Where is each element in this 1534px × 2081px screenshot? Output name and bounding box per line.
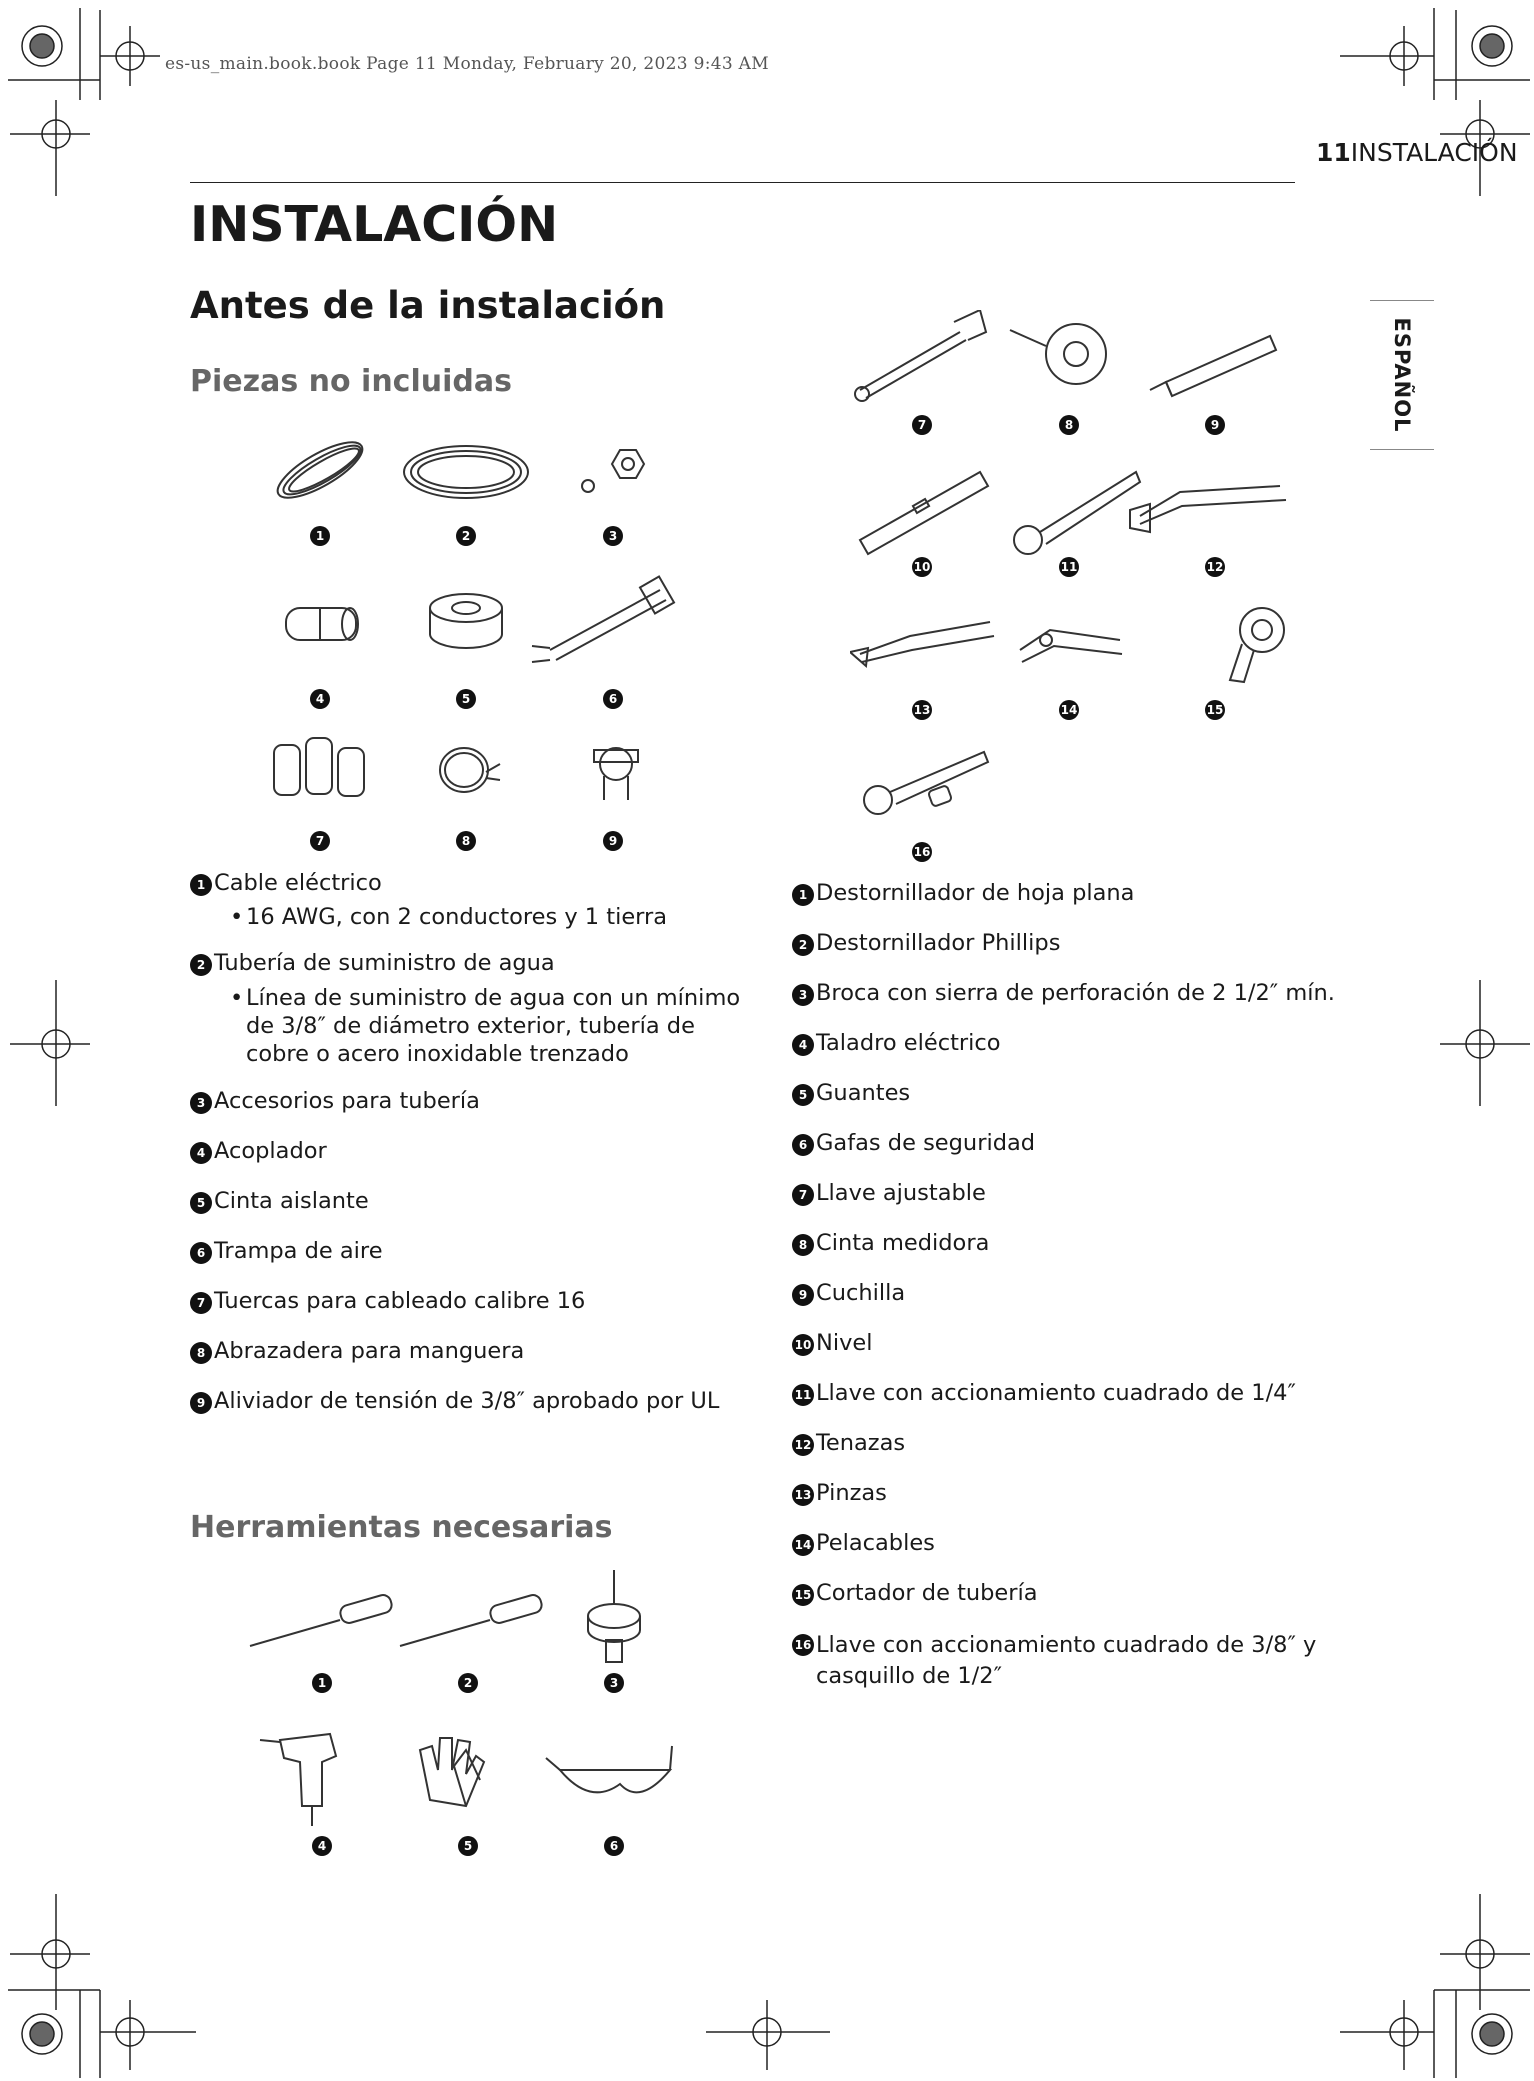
item-number: 2	[792, 934, 814, 956]
item-number: 1	[792, 884, 814, 906]
parts-illustrations	[250, 420, 770, 860]
tools-list	[792, 880, 1352, 1692]
item-number: 9	[792, 1284, 814, 1306]
item-label: Nivel	[816, 1330, 873, 1356]
list-item	[190, 1088, 750, 1114]
item-label: Llave con accionamiento cuadrado de 3/8″ y casquillo de 1/2″	[816, 1632, 1317, 1689]
tools-callout-4: 4	[312, 1836, 332, 1856]
item-number: 7	[190, 1292, 212, 1314]
list-item	[792, 980, 1352, 1006]
tools-callout-12: 12	[1205, 557, 1225, 577]
item-label: Acoplador	[214, 1138, 327, 1164]
list-item	[792, 1330, 1352, 1356]
tools-callout-2: 2	[458, 1673, 478, 1693]
item-number: 15	[792, 1584, 814, 1606]
coupler-icon	[286, 608, 358, 640]
list-item	[792, 1130, 1352, 1156]
item-label: Tubería de suministro de agua	[214, 950, 555, 976]
item-label: Cortador de tubería	[816, 1580, 1038, 1606]
item-label: Llave con accionamiento cuadrado de 1/4″	[816, 1380, 1296, 1406]
parts-list	[190, 870, 750, 1414]
parts-callout-6: 6	[603, 689, 623, 709]
wire-nuts-icon	[274, 738, 364, 796]
utility-knife-icon	[1150, 336, 1276, 396]
parts-callout-4: 4	[310, 689, 330, 709]
hose-clamp-icon	[440, 748, 500, 792]
tools-illustrations-left	[240, 1570, 700, 1860]
list-item	[792, 1230, 1352, 1256]
page-header	[1316, 138, 1518, 167]
tools-callout-7: 7	[912, 415, 932, 435]
header-rule	[190, 182, 1295, 183]
parts-callout-5: 5	[456, 689, 476, 709]
item-label: Destornillador de hoja plana	[816, 880, 1135, 906]
parts-heading: Piezas no incluidas	[190, 364, 512, 399]
list-item	[792, 1380, 1352, 1406]
tools-callout-1: 1	[312, 1673, 332, 1693]
list-item	[792, 1080, 1352, 1106]
tools-callout-11: 11	[1059, 557, 1079, 577]
item-label: Broca con sierra de perforación de 2 1/2″ mín.	[816, 980, 1335, 1006]
list-item	[190, 1238, 750, 1264]
list-item	[190, 950, 750, 1068]
item-number: 3	[792, 984, 814, 1006]
print-info: es-us_main.book.book Page 11 Monday, February 20, 2023 9:43 AM	[165, 54, 769, 74]
parts-callout-3: 3	[603, 526, 623, 546]
item-label: Abrazadera para manguera	[214, 1338, 525, 1364]
tools-heading: Herramientas necesarias	[190, 1510, 613, 1545]
item-label: Aliviador de tensión de 3/8″ aprobado por UL	[214, 1388, 720, 1414]
item-number: 4	[190, 1142, 212, 1164]
wire-stripper-icon	[1020, 630, 1122, 662]
water-supply-tube-icon	[404, 446, 528, 498]
item-label: Pelacables	[816, 1530, 935, 1556]
parts-callout-7: 7	[310, 831, 330, 851]
language-label: ESPAÑOL	[1390, 317, 1414, 433]
level-icon	[860, 472, 988, 554]
item-number: 4	[792, 1034, 814, 1056]
list-item	[190, 1338, 750, 1364]
hole-saw-icon	[588, 1570, 640, 1662]
item-detail: • 16 AWG, con 2 conductores y 1 tierra	[214, 904, 750, 930]
tools-callout-3: 3	[604, 1673, 624, 1693]
item-label: Accesorios para tubería	[214, 1088, 480, 1114]
item-number: 9	[190, 1392, 212, 1414]
list-item	[190, 1388, 750, 1414]
item-number: 14	[792, 1534, 814, 1556]
tools-callout-6: 6	[604, 1836, 624, 1856]
item-number: 7	[792, 1184, 814, 1206]
quarter-inch-ratchet-icon	[1014, 472, 1140, 554]
three-eighths-ratchet-socket-icon	[864, 752, 988, 814]
tools-callout-15: 15	[1205, 700, 1225, 720]
item-label: Cinta medidora	[816, 1230, 990, 1256]
item-label: Pinzas	[816, 1480, 887, 1506]
tools-callout-5: 5	[458, 1836, 478, 1856]
phillips-screwdriver-icon	[400, 1593, 543, 1646]
item-number: 10	[792, 1334, 814, 1356]
item-number: 5	[792, 1084, 814, 1106]
pliers-icon	[850, 622, 994, 666]
item-number: 13	[792, 1484, 814, 1506]
item-label: Guantes	[816, 1080, 911, 1106]
tools-callout-16: 16	[912, 842, 932, 862]
item-number: 5	[190, 1192, 212, 1214]
page-number: 11	[1316, 138, 1351, 167]
list-item	[190, 1138, 750, 1164]
strain-relief-icon	[594, 748, 638, 800]
list-item	[190, 870, 750, 930]
item-label: Cuchilla	[816, 1280, 906, 1306]
electrical-cable-icon	[270, 432, 369, 508]
section-subtitle: Antes de la instalación	[190, 284, 666, 327]
tools-callout-13: 13	[912, 700, 932, 720]
item-number: 3	[190, 1092, 212, 1114]
list-item	[190, 1188, 750, 1214]
list-item	[792, 1430, 1352, 1456]
tools-callout-14: 14	[1059, 700, 1079, 720]
parts-callout-2: 2	[456, 526, 476, 546]
item-number: 11	[792, 1384, 814, 1406]
list-item	[792, 1180, 1352, 1206]
item-number: 8	[190, 1342, 212, 1364]
parts-callout-9: 9	[603, 831, 623, 851]
tools-callout-9: 9	[1205, 415, 1225, 435]
item-number: 8	[792, 1234, 814, 1256]
tools-callout-10: 10	[912, 557, 932, 577]
insulating-tape-icon	[430, 594, 502, 648]
list-item	[792, 1030, 1352, 1056]
end-nippers-icon	[1130, 486, 1286, 532]
electric-drill-icon	[260, 1734, 336, 1826]
gloves-icon	[420, 1738, 484, 1806]
tools-callout-8: 8	[1059, 415, 1079, 435]
parts-callout-1: 1	[310, 526, 330, 546]
item-label: Gafas de seguridad	[816, 1130, 1036, 1156]
flat-screwdriver-icon	[250, 1593, 393, 1646]
list-item	[792, 930, 1352, 956]
item-label: Llave ajustable	[816, 1180, 986, 1206]
adjustable-wrench-icon	[855, 310, 986, 401]
item-label: Trampa de aire	[214, 1238, 383, 1264]
list-item	[792, 1280, 1352, 1306]
item-label: Tuercas para cableado calibre 16	[214, 1288, 586, 1314]
item-label: Cinta aislante	[214, 1188, 369, 1214]
item-number: 6	[190, 1242, 212, 1264]
list-item	[190, 1288, 750, 1314]
list-item	[792, 880, 1352, 906]
item-label: Cable eléctrico	[214, 870, 382, 896]
item-number: 1	[190, 874, 212, 896]
air-trap-icon	[532, 577, 674, 662]
tube-cutter-icon	[1230, 608, 1284, 682]
item-label: Taladro eléctrico	[816, 1030, 1001, 1056]
item-detail: • Línea de suministro de agua con un mínimo de 3/8″ de diámetro exterior, tubería de cobre o acero inoxidable trenzado	[214, 984, 750, 1068]
item-number: 6	[792, 1134, 814, 1156]
section-name: INSTALACIÓN	[1350, 138, 1518, 167]
tape-measure-icon	[1010, 324, 1106, 384]
language-tab	[1370, 300, 1434, 450]
list-item	[792, 1480, 1352, 1506]
parts-callout-8: 8	[456, 831, 476, 851]
item-number: 12	[792, 1434, 814, 1456]
pipe-fittings-icon	[582, 450, 644, 492]
list-item	[792, 1530, 1352, 1556]
list-item	[792, 1580, 1352, 1606]
list-item	[792, 1630, 1336, 1692]
item-label: Destornillador Phillips	[816, 930, 1061, 956]
item-number: 16	[792, 1634, 814, 1656]
item-number: 2	[190, 954, 212, 976]
page-title: INSTALACIÓN	[190, 196, 559, 253]
safety-glasses-icon	[546, 1746, 672, 1792]
item-label: Tenazas	[816, 1430, 906, 1456]
